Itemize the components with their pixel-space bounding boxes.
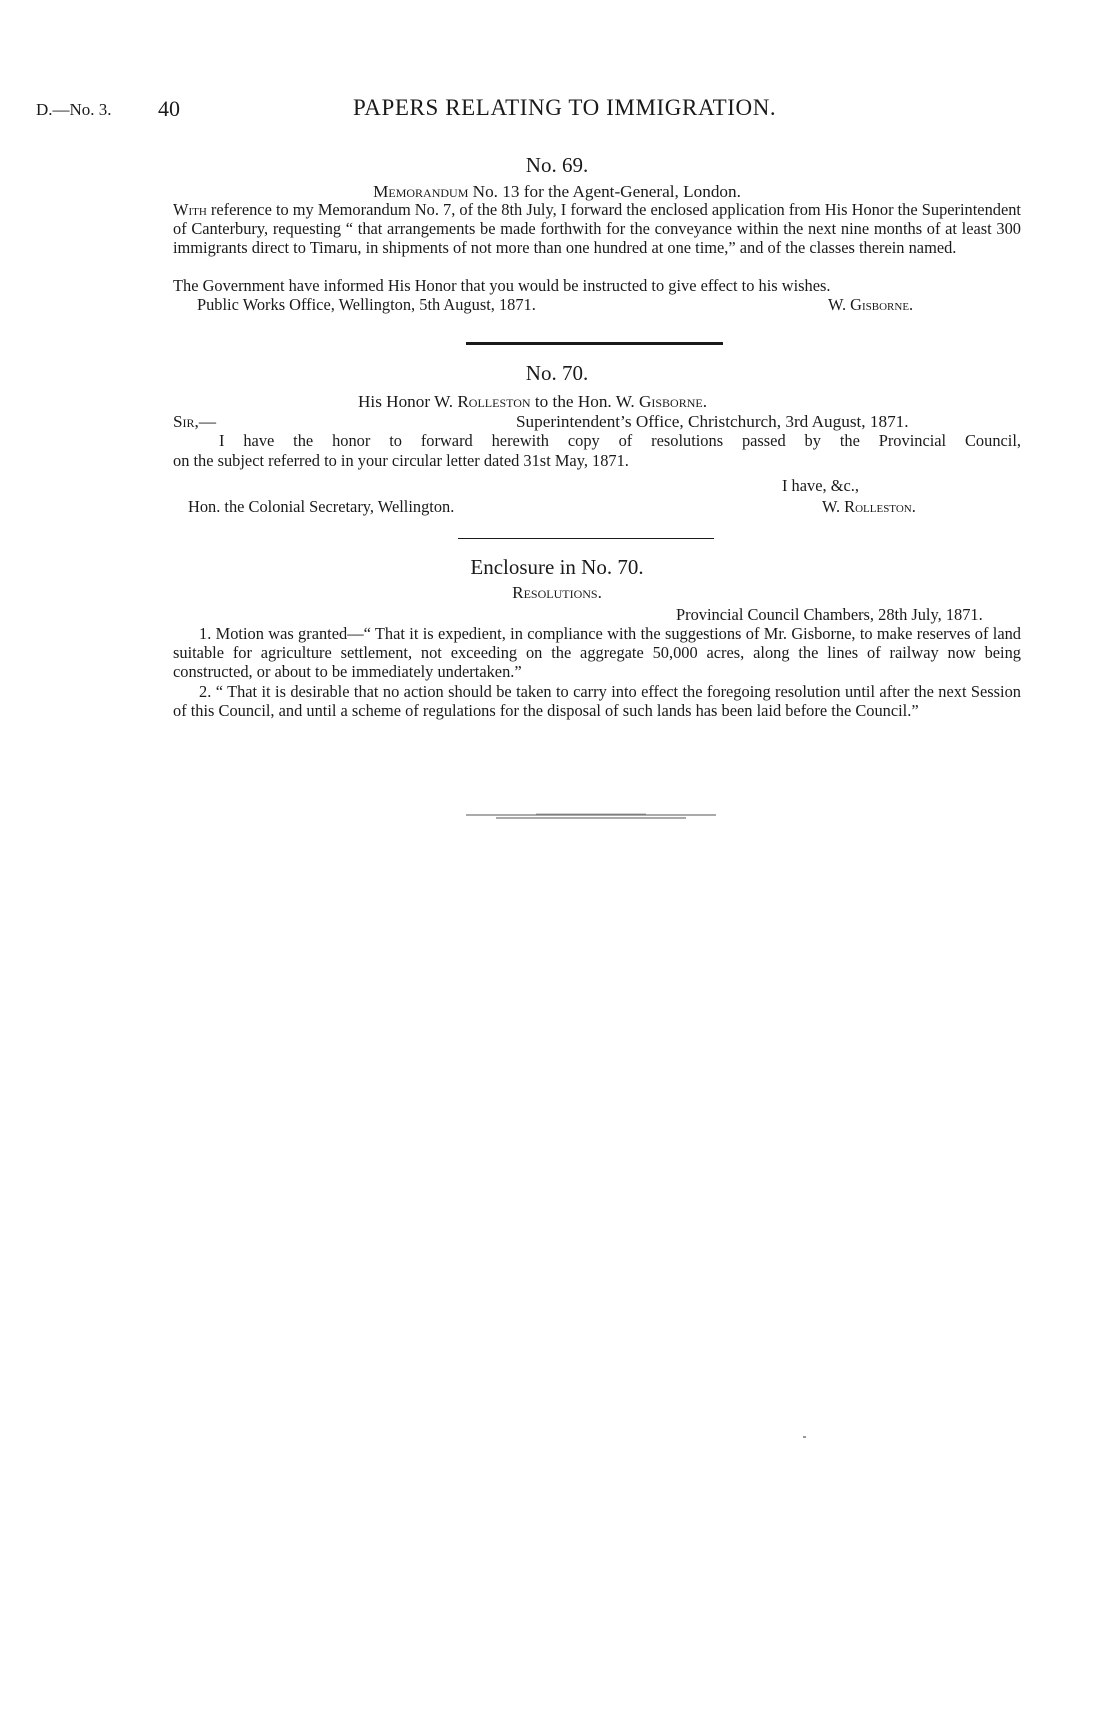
no69-paragraph-2: The Government have informed His Honor that you would be instructed to give effect to his wishes. (173, 276, 831, 295)
no69-paragraph-1-text: reference to my Memorandum No. 7, of the 8th July, I forward the enclosed application from His Honor the Superintendent of Canterbury, requesting “ that arrangements be made forthwith for the conveyance within the next nine months of at least 300 immigrants direct to Timaru, in shipments of not more than one hundred at one time,” and of the classes therein named. (173, 200, 1021, 258)
no69-signature: W. Gisborne. (828, 295, 914, 314)
no70-closing: I have, &c., (782, 476, 859, 495)
no69-subheading-rest: No. 13 for the Agent-General, London. (468, 182, 741, 201)
section-rule-heavy (466, 342, 723, 345)
no70-from-to (358, 392, 707, 412)
enclosure-subheading: Resolutions. (512, 583, 602, 602)
no70-sender-surname: Rolleston (457, 392, 531, 411)
resolution-1 (173, 624, 1021, 682)
no70-recipient-surname: Gisborne (638, 392, 703, 411)
no69-paragraph-1 (173, 200, 1021, 258)
speck-mark (803, 1436, 806, 1438)
no70-salutation: Sir,— (173, 412, 217, 431)
no70-heading: No. 70. (525, 361, 589, 385)
running-title: PAPERS RELATING TO IMMIGRATION. (353, 95, 777, 120)
no69-subheading (0, 182, 1114, 202)
resolution-2 (173, 682, 1021, 720)
no69-heading: No. 69. (525, 153, 589, 177)
no70-addressee: Hon. the Colonial Secretary, Wellington. (188, 497, 455, 516)
no70-from: His Honor W. (358, 392, 458, 411)
no70-body-line-1: I have the honor to forward herewith copy of resolutions passed by the Provincial Council, (219, 431, 1021, 450)
no69-paragraph-1-lead: With (173, 200, 207, 219)
no69-place-date: Public Works Office, Wellington, 5th August, 1871. (197, 295, 536, 314)
no70-place-date: Superintendent’s Office, Christchurch, 3rd August, 1871. (516, 412, 909, 431)
no70-to: to the Hon. W. (530, 392, 639, 411)
no70-from-to-end: . (702, 392, 708, 411)
no70-signature: W. Rolleston. (822, 497, 916, 516)
resolution-2-text: 2. “ That it is desirable that no action should be taken to carry into effect the foregoing resolution until after the next Session of this Council, and until a scheme of regulations for the disposal of such lands has been laid before the Council.” (173, 682, 1021, 721)
resolution-1-text: 1. Motion was granted—“ That it is expedient, in compliance with the suggestions of Mr. Gisborne, to make reserves of land suitable for agriculture settlement, not exceeding on the aggregate 50,000 acres, along the lines of railway now being constructed, or about to be immediately undertaken.” (173, 624, 1021, 682)
section-rule-thin (458, 538, 714, 539)
page-number: 40 (158, 96, 180, 121)
document-code: D.—No. 3. (36, 100, 112, 119)
no69-subheading-lead: Memorandum (373, 182, 469, 201)
end-ornament-rule (466, 812, 716, 822)
no70-body-line-2: on the subject referred to in your circular letter dated 31st May, 1871. (173, 451, 629, 470)
enclosure-place-date: Provincial Council Chambers, 28th July, 1871. (676, 605, 983, 624)
enclosure-heading: Enclosure in No. 70. (470, 555, 644, 579)
